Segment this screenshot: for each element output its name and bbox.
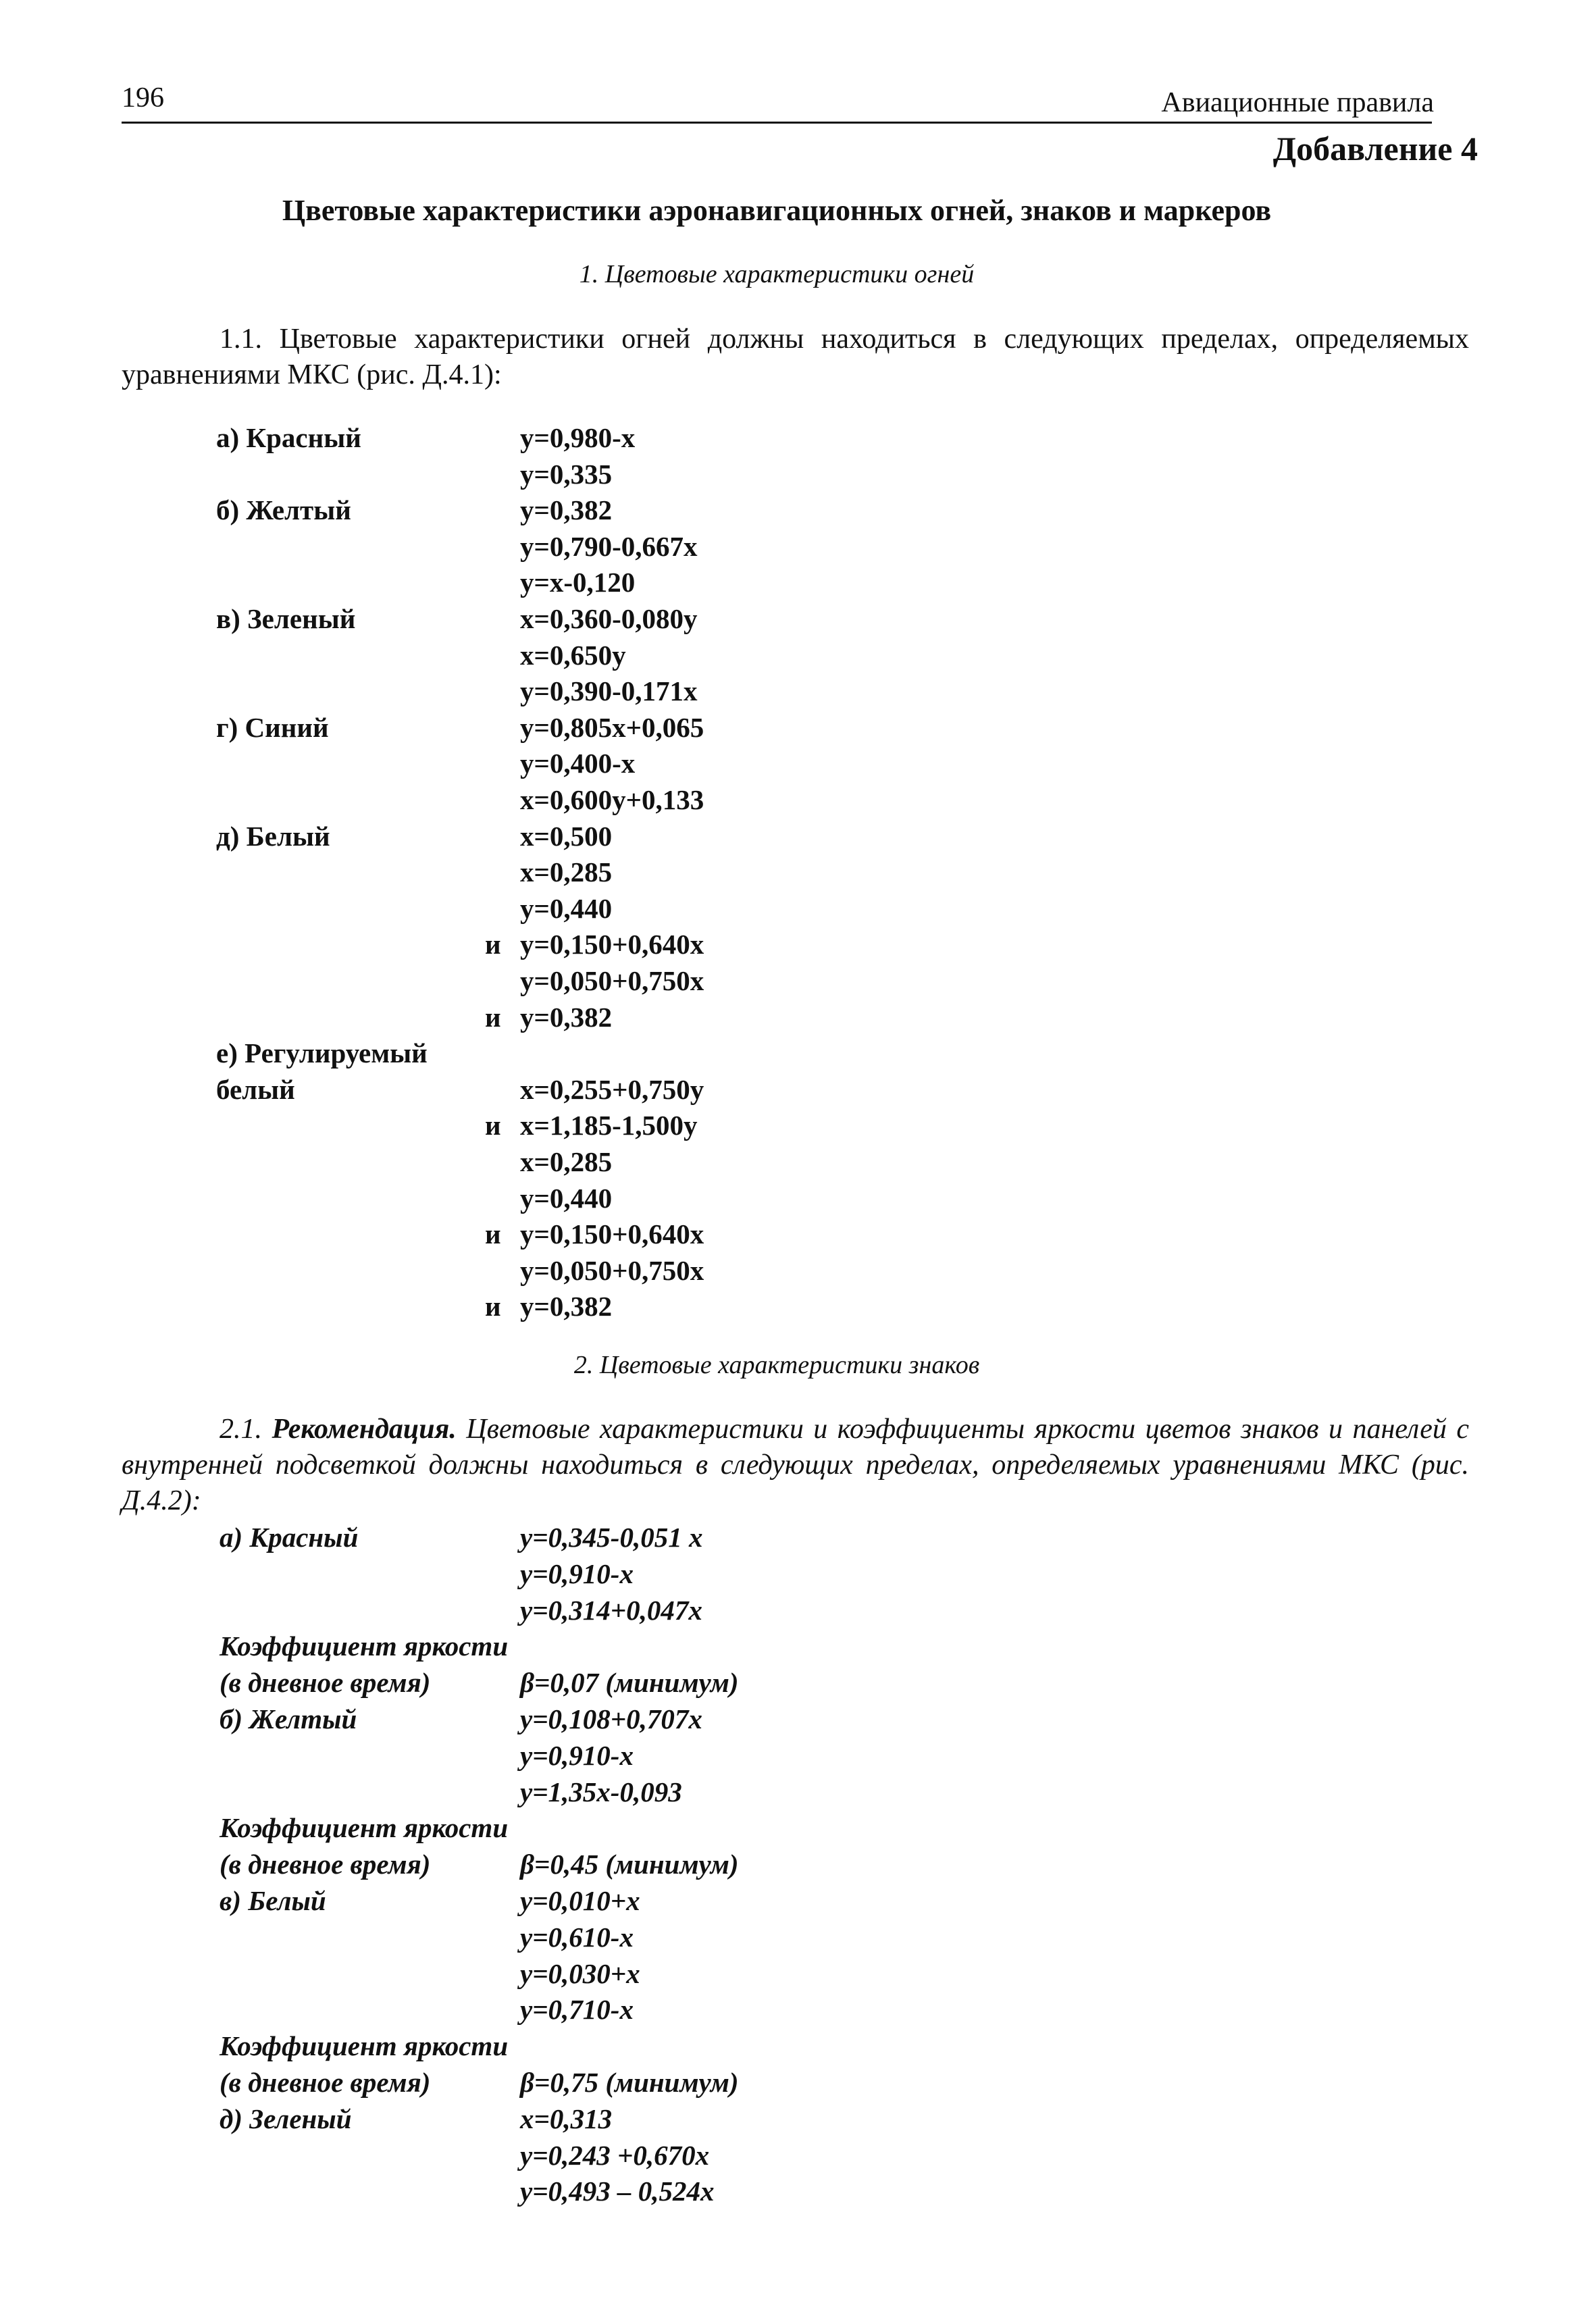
row-label: (в дневное время) — [220, 1849, 431, 1880]
row-equation: y=0,314+0,047x — [520, 1594, 702, 1626]
row-equation: y=0,382 — [520, 1291, 613, 1322]
row-conjunction: и — [485, 1218, 501, 1250]
row-label: (в дневное время) — [220, 2067, 431, 2098]
paragraph-text: Цветовые характеристики и коэффициенты яркости цветов знаков и панелей с внутренней подсветкой должны находиться в следующих пределах, определяемых уравнениями МКС (рис. Д.4.2): — [122, 1414, 1470, 1516]
row-label: Коэффициент яркости — [220, 1630, 509, 1662]
row-label: д) Зеленый — [220, 2103, 352, 2134]
row-equation: y=0,400-x — [520, 748, 636, 779]
row-equation: y=0,150+0,640x — [520, 1218, 704, 1250]
row-label: а) Красный — [220, 1522, 359, 1553]
row-equation: y=0,382 — [520, 1001, 613, 1033]
row-equation: y=0,910-x — [520, 1739, 634, 1771]
row-conjunction: и — [485, 1001, 501, 1033]
row-equation: x=0,285 — [520, 1146, 613, 1177]
row-label: Коэффициент яркости — [220, 1812, 509, 1844]
row-equation: x=1,185-1,500y — [520, 1110, 698, 1141]
row-equation: y=0,108+0,707x — [520, 1703, 702, 1734]
row-equation: y=0,150+0,640x — [520, 929, 704, 960]
row-equation: y=0,382 — [520, 494, 613, 526]
row-equation: x=0,313 — [520, 2103, 613, 2134]
appendix-label: Добавление 4 — [1272, 130, 1478, 168]
running-title: Авиационные правила — [1161, 87, 1434, 118]
recommendation-label: Рекомендация. — [272, 1414, 457, 1445]
row-equation: y=0,243 +0,670x — [520, 2139, 710, 2171]
row-label: белый — [216, 1073, 295, 1105]
row-label: в) Белый — [220, 1885, 326, 1916]
row-conjunction: и — [485, 1291, 501, 1322]
page-number: 196 — [122, 82, 164, 113]
row-equation: y=0,493 – 0,524x — [520, 2176, 715, 2207]
row-equation: y=0,980-x — [520, 422, 636, 453]
row-label: г) Синий — [216, 711, 329, 743]
row-label: а) Красный — [216, 422, 361, 453]
row-equation: y=0,440 — [520, 892, 613, 924]
section-2-heading: 2. Цветовые характеристики знаков — [573, 1351, 980, 1379]
document-title: Цветовые характеристики аэронавигационных огней, знаков и маркеров — [282, 194, 1272, 227]
row-equation: x=0,600y+0,133 — [520, 784, 704, 815]
row-label: е) Регулируемый — [216, 1037, 428, 1069]
row-equation: β=0,07 (минимум) — [520, 1667, 739, 1699]
row-equation: y=0,440 — [520, 1182, 613, 1214]
row-label: в) Зеленый — [216, 603, 356, 634]
row-equation: y=0,050+0,750x — [520, 965, 704, 996]
row-equation: y=0,390-0,171x — [520, 675, 698, 707]
section-1-heading: 1. Цветовые характеристики огней — [579, 260, 975, 288]
row-equation: y=0,710-x — [520, 1994, 634, 2026]
row-equation: y=0,345-0,051 x — [520, 1522, 703, 1553]
row-equation: y=0,335 — [520, 458, 613, 490]
row-equation: y=1,35x-0,093 — [520, 1776, 682, 1807]
row-equation: y=0,910-x — [520, 1558, 634, 1589]
section-2-paragraph — [122, 1412, 1469, 1519]
row-equation: x=0,285 — [520, 856, 613, 888]
row-equation: y=0,790-0,667x — [520, 530, 698, 562]
row-equation: x=0,360-0,080y — [520, 603, 698, 634]
row-label: д) Белый — [216, 820, 330, 852]
row-equation: β=0,75 (минимум) — [520, 2067, 739, 2098]
row-equation: x=0,255+0,750y — [520, 1073, 704, 1105]
row-equation: y=x-0,120 — [520, 567, 636, 598]
row-equation: y=0,805x+0,065 — [520, 711, 704, 743]
section-1-paragraph: 1.1. Цветовые характеристики огней должны находиться в следующих пределах, определяемых уравнениями МКС (рис. Д.4.1): — [122, 324, 1469, 390]
paragraph-number: 2.1. — [220, 1414, 262, 1445]
row-conjunction: и — [485, 1110, 501, 1141]
row-equation: y=0,610-x — [520, 1921, 634, 1953]
row-label: б) Желтый — [216, 494, 351, 526]
row-equation: y=0,030+x — [520, 1957, 640, 1989]
row-equation: y=0,010+x — [520, 1885, 640, 1916]
row-equation: x=0,500 — [520, 820, 613, 852]
row-label: б) Желтый — [220, 1703, 357, 1734]
row-conjunction: и — [485, 929, 501, 960]
row-equation: y=0,050+0,750x — [520, 1254, 704, 1286]
row-equation: x=0,650y — [520, 639, 626, 671]
row-label: Коэффициент яркости — [220, 2030, 509, 2062]
header-rule — [122, 122, 1432, 124]
row-equation: β=0,45 (минимум) — [520, 1849, 739, 1880]
row-label: (в дневное время) — [220, 1667, 431, 1699]
